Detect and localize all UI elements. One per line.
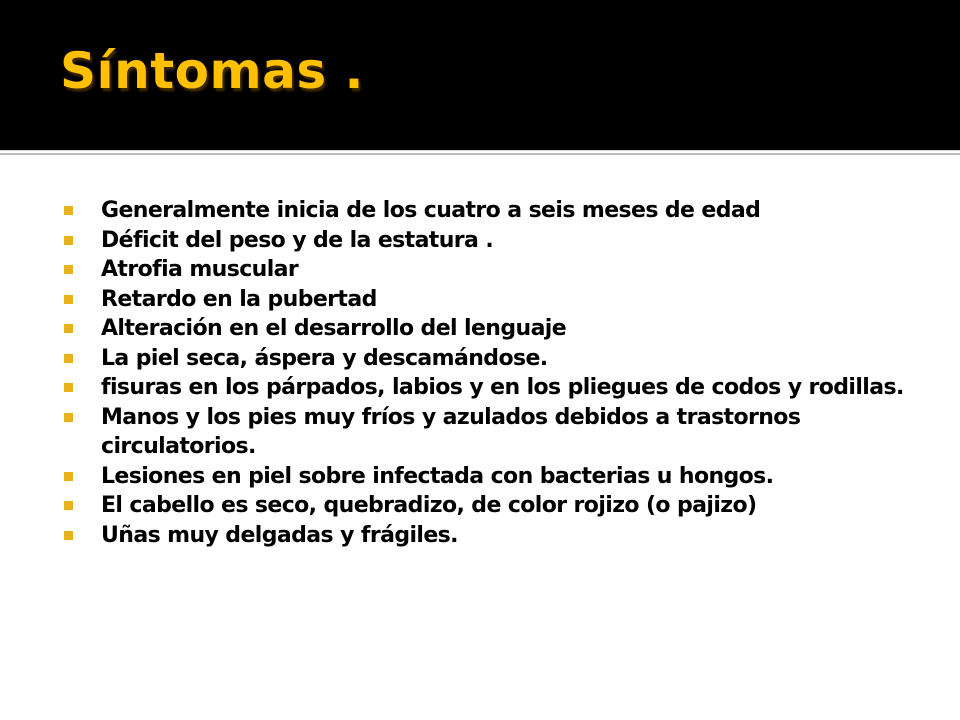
bullet-text: Déficit del peso y de la estatura . [101,227,494,253]
square-bullet-icon [64,501,73,510]
bullet-text: Alteración en el desarrollo del lenguaje [101,316,567,341]
bullet-item [64,255,924,285]
square-bullet-icon [64,472,73,481]
square-bullet-icon [64,265,73,274]
bullet-text: Atrofia muscular [101,257,299,282]
bullet-item [64,285,924,315]
bullet-item [64,462,924,492]
bullet-item [64,491,924,521]
bullet-text: Uñas muy delgadas y frágiles. [101,522,458,548]
bullet-text: Lesiones en piel sobre infectada con bacterias u hongos. [101,463,774,489]
bullet-text: Generalmente inicia de los cuatro a seis meses de edad [101,198,761,223]
bullet-item [64,314,924,344]
bullet-item [64,196,924,226]
square-bullet-icon [64,531,73,540]
square-bullet-icon [64,354,73,363]
square-bullet-icon [64,206,73,215]
bullet-text: La piel seca, áspera y descamándose. [101,345,548,371]
bullet-item [64,344,924,374]
square-bullet-icon [64,236,73,245]
square-bullet-icon [64,295,73,304]
bullet-list [64,196,924,550]
bullet-text: Manos y los pies muy fríos y azulados debidos a trastornos circulatorios. [101,404,801,459]
title-divider [0,150,960,155]
title-bar [0,0,960,150]
slide-title: Síntomas . [60,42,364,100]
square-bullet-icon [64,413,73,422]
square-bullet-icon [64,383,73,392]
square-bullet-icon [64,324,73,333]
bullet-item [64,226,924,256]
bullet-text: Retardo en la pubertad [101,286,377,312]
bullet-item [64,373,924,403]
bullet-item [64,403,924,462]
bullet-text: fisuras en los párpados, labios y en los pliegues de codos y rodillas. [101,375,904,400]
bullet-item [64,521,924,551]
bullet-text: El cabello es seco, quebradizo, de color rojizo (o pajizo) [101,493,757,518]
